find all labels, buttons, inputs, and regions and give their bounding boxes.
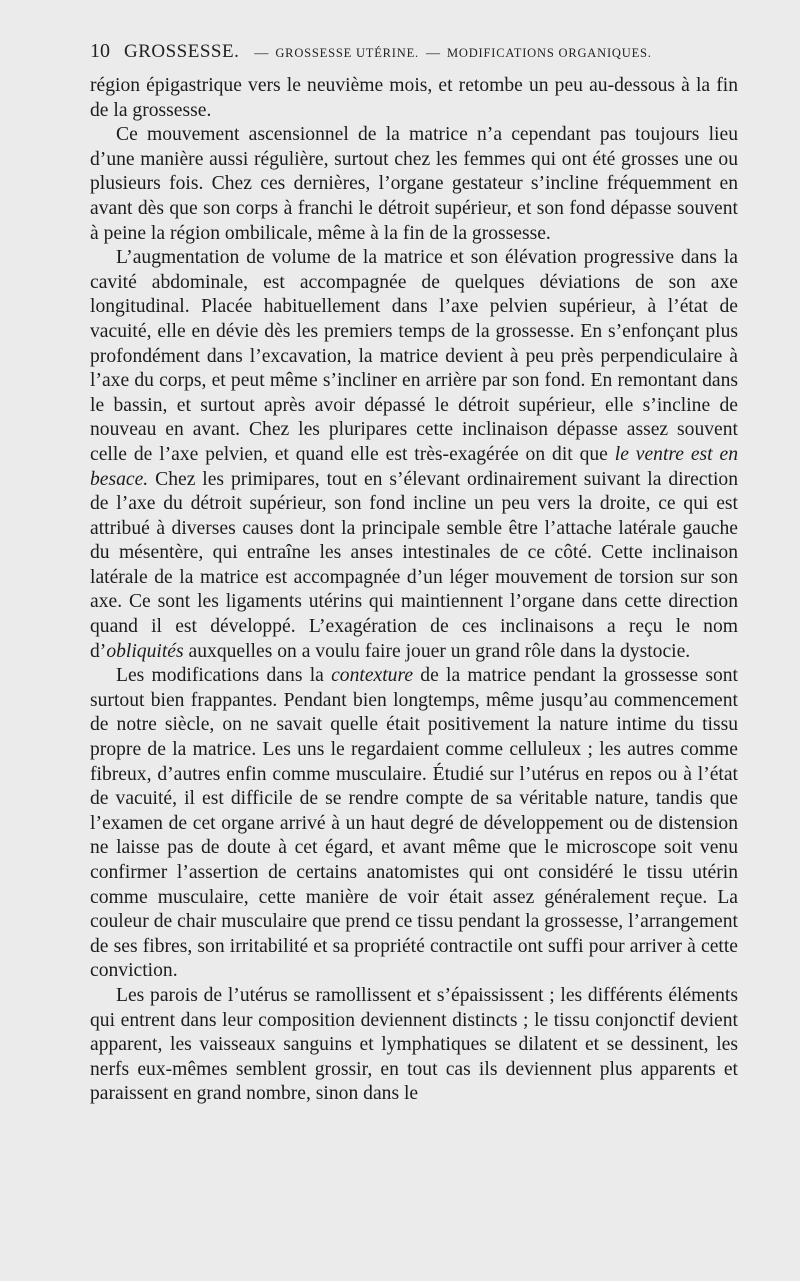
italic-term: obliquités [106,640,184,662]
italic-term: le ventre est en besace. [90,443,738,490]
text-run: L’augmentation de volume de la matrice et son élévation progressive dans la cavité abdominale, est accompagnée de quelques déviations de son axe longitudinal. Placée habituellement dans l’axe pelvien supérieur, à l’état de vacuité, elle en dévie dès les premiers temps de la grossesse. En s’enfonçant plus profondément dans l’excavation, la matrice devient à peu près perpendiculaire à l’axe du corps, et peut même s’incliner en arrière par son fond. En remontant dans le bassin, et surtout après avoir dépassé le détroit supérieur, elle s’incline de nouveau en avant. Chez les pluripares cette inclinaison dépasse assez souvent celle de l’axe pelvien, et quand elle est très-exagérée on dit que [90,247,738,465]
paragraph [90,123,738,246]
paragraph [90,74,738,123]
text-run: de la matrice pendant la grossesse sont surtout bien frappantes. Pendant bien longtemps, même jusqu’au commencement de notre siècle, on ne savait quelle était positivement la nature intime du tissu propre de la matrice. Les uns le regardaient comme celluleux ; les autres comme fibreux, d’autres enfin comme musculaire. Étudié sur l’utérus en repos ou à l’état de vacuité, il est difficile de se rendre compte de sa véritable nature, tandis que l’examen de cet organe arrivé à un haut degré de développement ou de distension ne laisse pas de doute à cet égard, et avant même que le microscope soit venu confirmer l’assertion de certains anatomistes qui ont considéré le tissu utérin comme musculaire, cette manière de voir était assez généralement reçue. La couleur de chair musculaire que prend ce tissu pendant la grossesse, l’arrangement de ses fibres, son irritabilité et sa propriété contractile ont suffi pour arriver à cette conviction. [90,665,739,982]
text-run: Ce mouvement ascensionnel de la matrice n’a cependant pas toujours lieu d’une manière aussi régulière, surtout chez les femmes qui ont été grosses une ou plusieurs fois. Chez ces dernières, l’organe gestateur s’incline fréquemment en avant dès que son corps à franchi le détroit supérieur, et son fond dépasse souvent à peine la région ombilicale, même à la fin de la grossesse. [90,124,738,244]
section-title: MODIFICATIONS ORGANIQUES. [446,46,652,60]
text-run: Chez les primipares, tout en s’élevant ordinairement suivant la direction de l’axe du détroit supérieur, son fond incline un peu vers la droite, ce qui est attribué à diverses causes dont la principale semble être l’attache latérale gauche du mésentère, qui entraîne les anses intestinales de ce côté. Cette inclinaison latérale de la matrice est accompagnée d’un léger mouvement de torsion sur son axe. Ce sont les ligaments utérins qui maintiennent l’organe dans cette direction quand il est développé. L’exagération de ces inclinaisons a reçu le nom d’ [90,468,738,662]
text-run: auxquelles on a voulu faire jouer un grand rôle dans la dystocie. [183,640,691,662]
paragraph [90,246,738,664]
paragraph [90,664,738,984]
running-head [90,40,740,63]
text-run: Les modifications dans la [116,665,332,687]
paragraph [90,984,738,1107]
italic-term: contexture [331,665,414,687]
text-run: région épigastrique vers le neuvième mois, et retombe un peu au-dessous à la fin de la grossesse. [90,75,738,121]
page-number: 10 [90,40,110,62]
body-text [90,74,738,1107]
book-title: GROSSESSE. [124,41,240,62]
text-run: Les parois de l’utérus se ramollissent et s’épaississent ; les différents éléments qui entrent dans leur composition deviennent distincts ; le tissu conjonctif devient apparent, les vaisseaux sanguins et lymphatiques se dilatent et se dessinent, les nerfs eux-mêmes semblent grossir, en tout cas ils deviennent plus apparents et paraissent en grand nombre, sinon dans le [90,984,738,1105]
header-dash: — [254,46,269,61]
header-dash: — [425,46,440,61]
chapter-title: GROSSESSE UTÉRINE. [275,46,419,60]
